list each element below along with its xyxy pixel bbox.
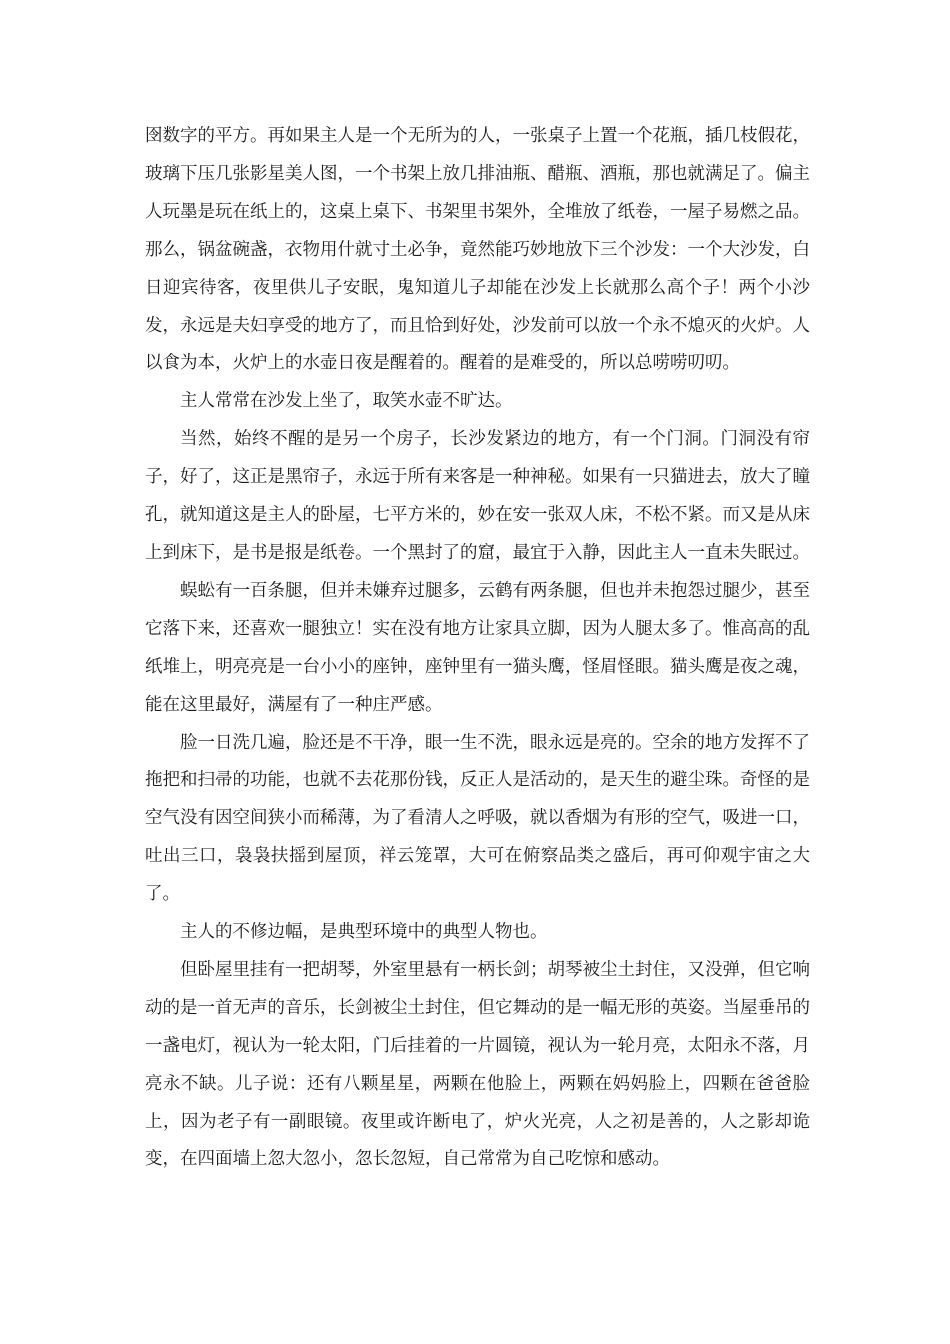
paragraph: 主人常常在沙发上坐了，取笑水壶不旷达。: [180, 391, 513, 412]
paragraph: 但卧屋里挂有一把胡琴，外室里悬有一柄长剑；胡琴被尘土封住，又没弹，但它响动的是一首无声的音乐，长剑被尘土封住，但它舞动的是一幅无形的英姿。当屋垂吊的一盏电灯，视认为一轮太阳，门后挂着的一片圆镜，视认为一轮月亮，太阳永不落，月亮永不缺。儿子说：还有八颗星星，两颗在他脸上，两颗在妈妈脸上，四颗在爸爸脸上，因为老子有一副眼镜。夜里或许断电了，炉火光亮，人之初是善的，人之影却诡变，在四面墙上忽大忽小，忽长忽短，自己常常为自己吃惊和感动。: [145, 959, 810, 1170]
paragraph: 当然，始终不醒的是另一个房子，长沙发紧边的地方，有一个门洞。门洞没有帘子，好了，这正是黑帘子，永远于所有来客是一种神秘。如果有一只猫进去，放大了瞳孔，就知道这是主人的卧屋，七平方米的，妙在安一张双人床，不松不紧。而又是从床上到床下，是书是报是纸卷。一个黑封了的窟，最宜于入静，因此主人一直未失眠过。: [145, 429, 810, 563]
article-body: [145, 118, 810, 1179]
paragraph: 主人的不修边幅，是典型环境中的典型人物也。: [180, 922, 548, 943]
paragraph: 囹数字的平方。再如果主人是一个无所为的人，一张桌子上置一个花瓶，插几枝假花，玻璃下压几张影星美人图，一个书架上放几排油瓶、醋瓶、酒瓶，那也就满足了。偏主人玩墨是玩在纸上的，这桌上桌下、书架里书架外，全堆放了纸卷，一屋子易燃之品。那么，锅盆碗盏，衣物用什就寸土必争，竟然能巧妙地放下三个沙发：一个大沙发，白日迎宾待客，夜里供儿子安眠，鬼知道儿子却能在沙发上长就那么高个子！两个小沙发，永远是夫妇享受的地方了，而且恰到好处，沙发前可以放一个永不熄灭的火炉。人以食为本，火炉上的水壶日夜是醒着的。醒着的是难受的，所以总唠唠叨叨。: [145, 126, 810, 374]
paragraph: 脸一日洗几遍，脸还是不干净，眼一生不洗，眼永远是亮的。空余的地方发挥不了拖把和扫帚的功能，也就不去花那份钱，反正人是活动的，是天生的避尘珠。奇怪的是空气没有因空间狭小而稀薄，为了看清人之呼吸，就以香烟为有形的空气，吸进一口，吐出三口，袅袅扶摇到屋顶，祥云笼罩，大可在俯察品类之盛后，再可仰观宇宙之大了。: [145, 732, 810, 905]
paragraph: 蜈蚣有一百条腿，但并未嫌弃过腿多，云鹤有两条腿，但也并未抱怨过腿少，甚至它落下来，还喜欢一腿独立！实在没有地方让家具立脚，因为人腿太多了。惟高高的乱纸堆上，明亮亮是一台小小的座钟，座钟里有一猫头鹰，怪眉怪眼。猫头鹰是夜之魂，能在这里最好，满屋有了一种庄严感。: [145, 580, 810, 715]
